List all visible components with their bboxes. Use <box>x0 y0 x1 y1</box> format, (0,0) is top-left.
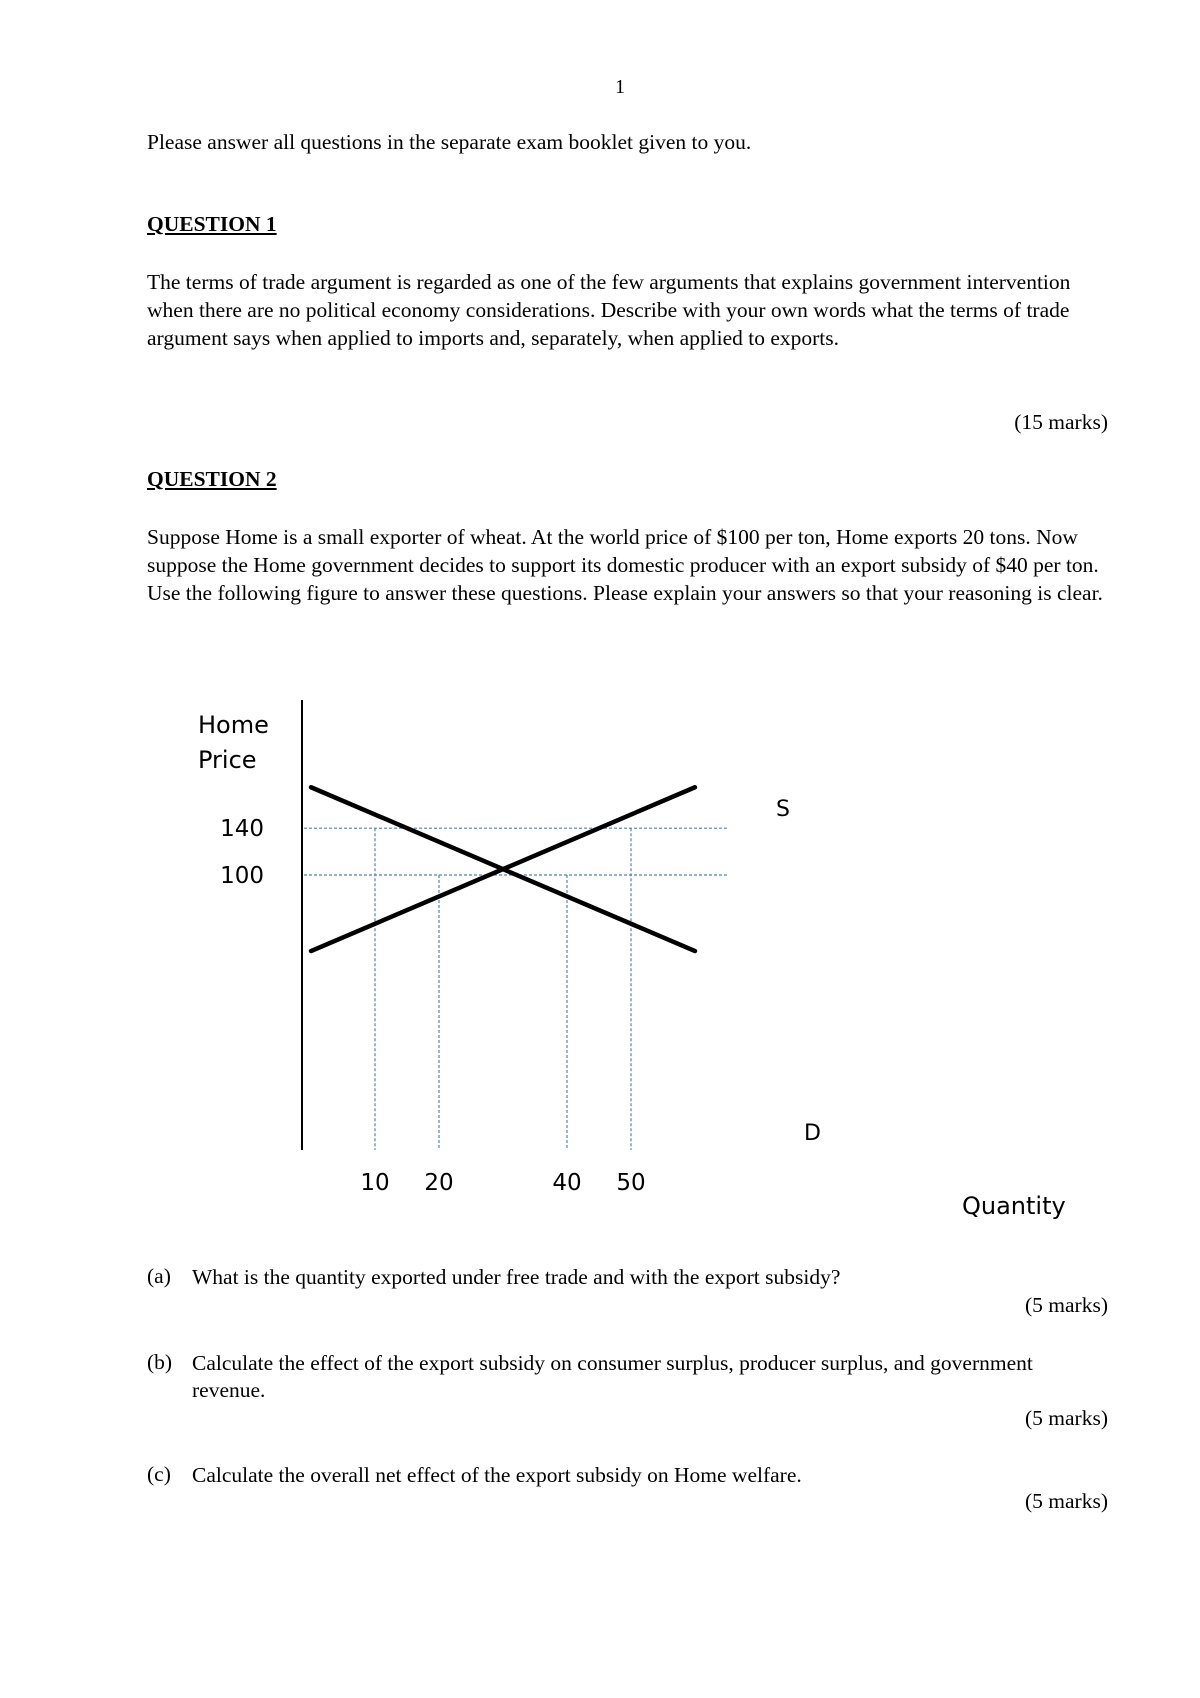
question-2-text: Suppose Home is a small exporter of wheat. At the world price of $100 per ton, Home exports 20 tons. Now suppose the Home government decides to support its domestic producer with an export subsidy of $40 per ton. Use the following figure to answer these questions. Please explain your answers so that your reasoning is clear. <box>147 525 1103 605</box>
part-a-marks: (5 marks) <box>1025 1293 1108 1317</box>
question-2-heading: QUESTION 2 <box>147 467 277 491</box>
x-axis-label: Quantity <box>962 1192 1066 1220</box>
part-c-text: Calculate the overall net effect of the export subsidy on Home welfare. <box>192 1463 802 1487</box>
part-b-text: Calculate the effect of the export subsidy on consumer surplus, producer surplus, and government revenue. <box>192 1351 1033 1402</box>
y-tick-label-100: 100 <box>220 863 264 889</box>
supply-label: S <box>776 797 790 822</box>
part-c-marks: (5 marks) <box>1025 1489 1108 1513</box>
question-1-marks: (15 marks) <box>1014 410 1108 434</box>
demand-label: D <box>804 1121 821 1146</box>
part-b-marks: (5 marks) <box>1025 1406 1108 1430</box>
x-tick-label-50: 50 <box>616 1170 646 1196</box>
instructions: Please answer all questions in the separate exam booklet given to you. <box>147 130 752 154</box>
x-tick-label-40: 40 <box>552 1170 582 1196</box>
question-1-text: The terms of trade argument is regarded as one of the few arguments that explains government intervention when there are no political economy considerations. Describe with your own words what the terms of trade argument says when applied to imports and, separately, when applied to exports. <box>147 270 1071 350</box>
y-axis-label-line1: Home <box>198 711 269 739</box>
part-a-text: What is the quantity exported under free trade and with the export subsidy? <box>192 1265 841 1289</box>
page-number: 1 <box>615 76 625 98</box>
y-tick-label-140: 140 <box>220 816 264 843</box>
part-b-letter: (b) <box>147 1350 173 1374</box>
part-a-letter: (a) <box>147 1264 171 1288</box>
question-1-heading: QUESTION 1 <box>147 212 277 236</box>
x-tick-label-20: 20 <box>424 1170 454 1196</box>
y-axis-label-line2: Price <box>198 746 257 774</box>
x-tick-label-10: 10 <box>360 1170 390 1196</box>
part-c-letter: (c) <box>147 1462 171 1486</box>
